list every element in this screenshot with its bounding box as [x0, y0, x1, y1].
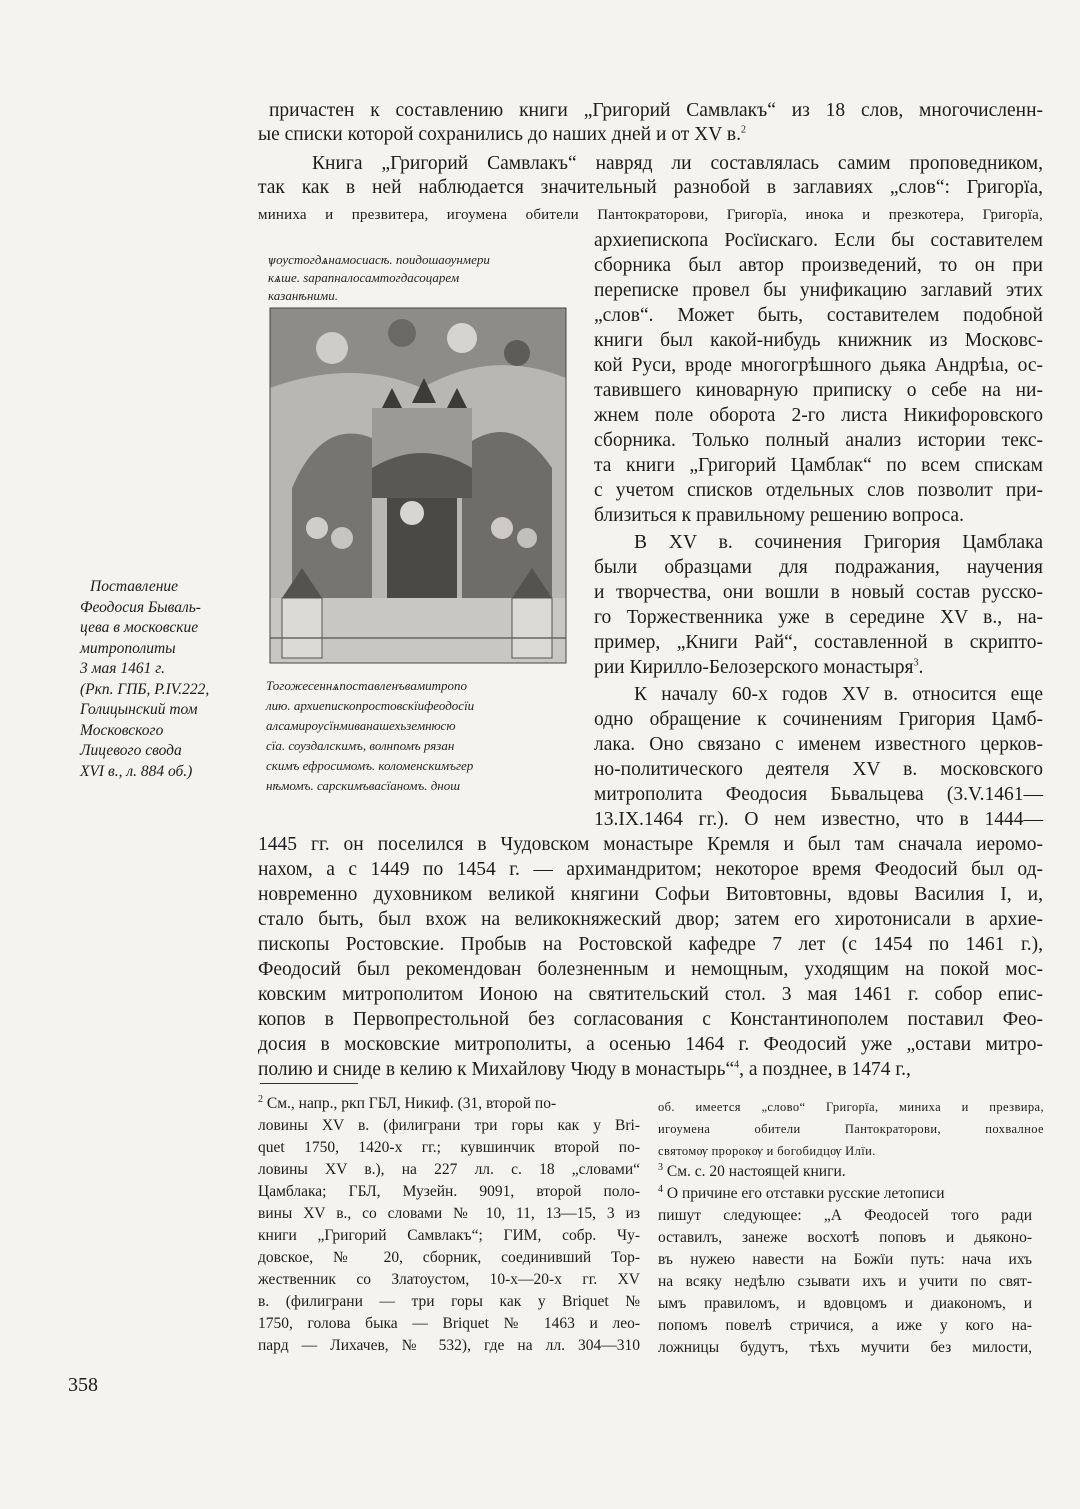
miniature-inscription-top: ѱоустогдѧнамосиасѣ. поидошаѹнмери: [268, 252, 490, 267]
caption-line: Лицевого свода: [80, 742, 182, 759]
text-line: и творчества, они вошли в новый состав русско-: [594, 582, 1043, 603]
footnote-line: $^4$ О причине его отставки русские летописи: [658, 1183, 945, 1202]
text-line: архиепископа Росїискаго. Если бы составителем: [594, 230, 1043, 251]
text-line: но-политического деятеля XV в. московского: [594, 759, 1043, 780]
footnote-line: довское, № 20, сборник, соединивший Тор-: [258, 1249, 640, 1266]
text-line: ые списки которой сохранились до наших дней и от XV в.$^2$: [258, 124, 746, 145]
caption-line: Голицынский том: [80, 701, 198, 718]
text-line: жнем поле оборота 2-го листа Никифоровского: [594, 405, 1043, 426]
caption-line: митрополиты: [80, 639, 176, 657]
miniature-inscription-top: казанѣними.: [268, 288, 338, 303]
miniature-inscription-top: кѧше. ѕарапналосамтогдасоцарем: [268, 270, 460, 285]
text-line: копов в Первопрестольной без согласования с Константинополем поставил Фео-: [258, 1009, 1043, 1030]
text-line: новременно духовником великой княгини Софьи Витовтовны, вдовы Василия I, и,: [258, 884, 1043, 905]
text-line: 1445 гг. он поселился в Чудовском монастыре Кремля и был там сначала иеромо-: [258, 834, 1043, 855]
footnote-line: въ нужею навести на Божїи путь: нача ихъ: [658, 1251, 1032, 1268]
text-line: близиться к правильному решению вопроса.: [594, 505, 964, 526]
text-line: причастен к составлению книги „Григорий Самвлакъ“ из 18 слов, многочисленн-: [269, 100, 1043, 121]
text-line: переписке провел бы унификацию заглавий этих: [594, 280, 1043, 301]
manuscript-miniature: [262, 238, 574, 818]
footnote-ref: 3: [913, 657, 919, 669]
footnote-line: ловины XV в. (филиграни три горы как у Bri-: [258, 1117, 640, 1134]
footnote-line: пард — Лихачев, № 532), где на лл. 304—310: [258, 1337, 640, 1354]
footnote-marker: 2: [258, 1093, 263, 1105]
caption-line: Поставление: [90, 578, 179, 595]
text-line: пископы Ростовские. Пробыв на Ростовской кафедре 7 лет (с 1454 по 1461 г.),: [258, 934, 1043, 955]
text-line: нахом, а с 1449 по 1454 г. — архимандритом; некоторое время Феодосий был од-: [258, 859, 1043, 880]
text-line: „слов“. Может быть, составителем подобной: [594, 305, 1043, 326]
text-line: досия в московские митрополиты, а осенью 1464 г. Феодосий уже „остави митро-: [258, 1034, 1043, 1055]
miniature-inscription-bottom: алсамироусїнмиванашехьземнюсю: [266, 718, 456, 733]
caption-line: (Ркп. ГПБ, P.IV.222,: [80, 680, 210, 698]
text-line: книги был какой-нибудь книжник из Московс-: [594, 330, 1043, 351]
footnote-line: на всяку недѣлю сзывати ихъ и учити по свят-: [658, 1273, 1032, 1290]
footnote-line: святомѹ пророкѹ и богобидцѹ Илїи.: [658, 1144, 876, 1158]
footnote-marker: 3: [658, 1161, 663, 1173]
page-number: 358: [68, 1374, 98, 1396]
text-line: полию и сниде в келию к Михайлову Чюду в монастырь“$^4$, а позднее, в 1474 г.,: [258, 1059, 911, 1080]
footnote-line: в. (филиграни — три горы как у Briquet №: [258, 1293, 640, 1310]
text-line: одно обращение к сочинениям Григория Цамб-: [594, 709, 1043, 730]
footnote-marker: 4: [658, 1183, 663, 1195]
text-line: ковским митрополитом Ионою на святительский стол. 3 мая 1461 г. собор епис-: [258, 984, 1043, 1005]
text-line: го Торжественника уже в середине XV в., на-: [594, 607, 1043, 628]
caption-line: цева в московские: [80, 619, 199, 636]
text-line: тавившего киноварную приписку о себе на ни-: [594, 380, 1043, 401]
text-line: пример, „Книги Рай“, составленной в скрипто-: [594, 632, 1043, 653]
text-line: с учетом списков отдельных слов позволит при-: [594, 480, 1043, 501]
text-line: миниха и презвитера, игоумена обители Пантократорови, Григорїа, инока и презкотера, Григорїа,: [258, 207, 1043, 223]
footnote-line: 1750, голова быка — Briquet № 1463 и лео-: [258, 1315, 640, 1332]
text-line: сборника. Только полный анализ истории текс-: [594, 430, 1043, 451]
caption-line: Феодосия Бываль-: [80, 598, 201, 616]
footnote-line: Цамблака; ГБЛ, Музейн. 9091, второй поло-: [258, 1183, 640, 1200]
miniature-inscription-bottom: нѣмомъ. сарскимъвасїаномъ. днош: [266, 778, 461, 793]
text-line: Феодосий был рекомендован болезненным и немощным, уходящим на покой мос-: [258, 959, 1043, 980]
text-line: стало быть, был вхож на великокняжеский двор; затем его хиротонисали в архие-: [258, 909, 1043, 930]
text-line: В XV в. сочинения Григория Цамблака: [634, 532, 1043, 553]
text-line: рии Кирилло-Белозерского монастыря$^3$.: [594, 657, 924, 678]
footnote-ref: 4: [734, 1059, 740, 1071]
text-line: так как в ней наблюдается значительный разнобой в заглавиях „слов“: Григорїа,: [258, 177, 1043, 198]
text-line: 13.IX.1464 гг.). О нем известно, что в 1444—: [594, 809, 1043, 830]
footnote-line: пишут следующее: „А Феодосей того ради: [658, 1207, 1032, 1224]
text-line: Книга „Григорий Самвлакъ“ навряд ли составлялась самим проповедником,: [312, 153, 1043, 174]
footnote-line: игоумена обители Пантократорови, похвалное: [658, 1122, 1044, 1136]
text-line: К началу 60-х годов XV в. относится еще: [634, 684, 1043, 705]
text-line: та книги „Григорий Цамблак“ по всем спискам: [594, 455, 1043, 476]
footnote-ref: 2: [740, 124, 746, 136]
caption-line: 3 мая 1461 г.: [80, 660, 165, 677]
caption-line: Московского: [80, 721, 164, 739]
text-line: митрополита Феодосия Бьвальцева (3.V.1461—: [594, 784, 1043, 805]
footnote-line: quet 1750, 1420-х гг.; кувшинчик второй по-: [258, 1139, 640, 1156]
footnote-line: $^2$ См., напр., ркп ГБЛ, Никиф. (31, второй по-: [258, 1093, 557, 1112]
text-line: кой Руси, вроде многогрѣшного дьяка Андрѣıа, ос-: [594, 355, 1043, 376]
miniature-inscription-bottom: лию. архиепископростовскїифеодосїи: [266, 698, 475, 713]
footnote-line: ымъ правиломъ, и вдовцомъ и диакономъ, и: [658, 1295, 1032, 1312]
miniature-inscription-bottom: скимъ ефросимомъ. коломенскимъгер: [266, 758, 474, 773]
text-line: сборника был автор произведений, то он при: [594, 255, 1043, 276]
footnote-line: об. имеется „слово“ Григорїа, миниха и презвира,: [658, 1100, 1044, 1114]
footnote-line: попомъ повелѣ стричися, а иже у кого на-: [658, 1317, 1032, 1334]
footnote-line: ловины XV в.), на 227 лл. с. 18 „словами“: [258, 1161, 640, 1178]
footnote-line: книги „Григорий Самвлакъ“; ГИМ, собр. Чу-: [258, 1227, 640, 1244]
footnote-line: жественник со Златоустом, 10-х—20-х гг. XV: [258, 1271, 640, 1288]
miniature-inscription-bottom: Тогожесеннѧпоставленъвамитропо: [266, 678, 467, 693]
footnote-line: вины XV в., со словами № 10, 11, 13—15, 3 из: [258, 1205, 640, 1222]
footnote-line: оставилъ, занеже восхотѣ поповъ и дьяконо-: [658, 1229, 1032, 1246]
footnote-divider: [260, 1083, 358, 1084]
figure-caption: [60, 577, 250, 782]
text-line: были образцами для подражания, научения: [594, 557, 1043, 578]
miniature-picture: [270, 308, 566, 663]
footnote-line: ложницы будутъ, тѣхъ мучити без милости,: [658, 1339, 1032, 1356]
miniature-inscription-bottom: сїа. соуздалскимъ, волнпомъ рязан: [266, 738, 455, 753]
caption-line: XVI в., л. 884 об.): [80, 762, 193, 780]
footnote-line: $^3$ См. с. 20 настоящей книги.: [658, 1161, 846, 1180]
text-line: лака. Оно связано с именем известного церков-: [594, 734, 1043, 755]
